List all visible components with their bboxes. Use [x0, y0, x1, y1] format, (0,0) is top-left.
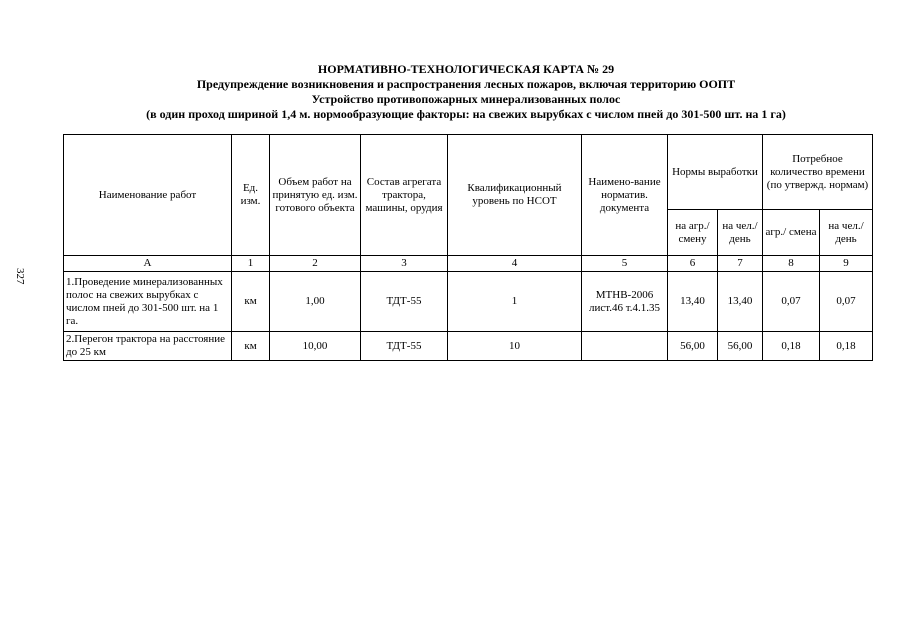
header-output-agg: на агр./ смену	[668, 210, 718, 256]
column-index: 8	[763, 256, 820, 272]
table-row	[64, 332, 873, 361]
unit-cell: км	[232, 272, 270, 332]
document-conditions: (в один проход шириной 1,4 м. нормообразующие факторы: на свежих вырубках с числом пней до 301-500 шт. на 1 га)	[146, 107, 786, 121]
document-header	[60, 62, 872, 122]
column-index: А	[64, 256, 232, 272]
document-subtitle-work: Устройство противопожарных минерализованных полос	[311, 92, 621, 106]
header-output-norms: Нормы выработки	[668, 135, 763, 210]
column-index: 7	[718, 256, 763, 272]
header-time-required: Потребное количество времени (по утвержд. нормам)	[763, 135, 873, 210]
work-name-cell: 1.Проведение минерализованных полос на свежих вырубках с числом пней до 301-500 шт. на 1 га.	[64, 272, 232, 332]
unit-cell: км	[232, 332, 270, 361]
document-title: НОРМАТИВНО-ТЕХНОЛОГИЧЕСКАЯ КАРТА № 29	[317, 62, 615, 76]
header-time-agg: агр./ смена	[763, 210, 820, 256]
header-aggregate: Состав агрегата трактора, машины, орудия	[361, 135, 448, 256]
work-name-cell: 2.Перегон трактора на расстояние до 25 км	[64, 332, 232, 361]
qualification-cell: 10	[448, 332, 582, 361]
document-cell: МТНВ-2006 лист.46 т.4.1.35	[582, 272, 668, 332]
aggregate-cell: ТДТ-55	[361, 272, 448, 332]
document-subtitle: Предупреждение возникновения и распространения лесных пожаров, включая территорию ООПТ	[196, 77, 736, 91]
header-document: Наимено-вание норматив. документа	[582, 135, 668, 256]
volume-cell: 10,00	[270, 332, 361, 361]
output-person-cell: 56,00	[718, 332, 763, 361]
output-agg-cell: 56,00	[668, 332, 718, 361]
time-agg-cell: 0,18	[763, 332, 820, 361]
column-index: 6	[668, 256, 718, 272]
header-volume: Объем работ на принятую ед. изм. готового объекта	[270, 135, 361, 256]
column-index: 5	[582, 256, 668, 272]
page-number: 327	[14, 268, 26, 285]
header-time-person: на чел./ день	[820, 210, 873, 256]
column-index: 1	[232, 256, 270, 272]
qualification-cell: 1	[448, 272, 582, 332]
norms-table	[63, 134, 873, 361]
column-index: 2	[270, 256, 361, 272]
header-unit: Ед. изм.	[232, 135, 270, 256]
time-agg-cell: 0,07	[763, 272, 820, 332]
header-qualification: Квалификационный уровень по НСОТ	[448, 135, 582, 256]
time-person-cell: 0,18	[820, 332, 873, 361]
header-work-name: Наименование работ	[64, 135, 232, 256]
output-person-cell: 13,40	[718, 272, 763, 332]
document-cell	[582, 332, 668, 361]
column-index: 3	[361, 256, 448, 272]
output-agg-cell: 13,40	[668, 272, 718, 332]
table-row	[64, 272, 873, 332]
column-index: 4	[448, 256, 582, 272]
column-index: 9	[820, 256, 873, 272]
time-person-cell: 0,07	[820, 272, 873, 332]
aggregate-cell: ТДТ-55	[361, 332, 448, 361]
header-output-person: на чел./ день	[718, 210, 763, 256]
volume-cell: 1,00	[270, 272, 361, 332]
